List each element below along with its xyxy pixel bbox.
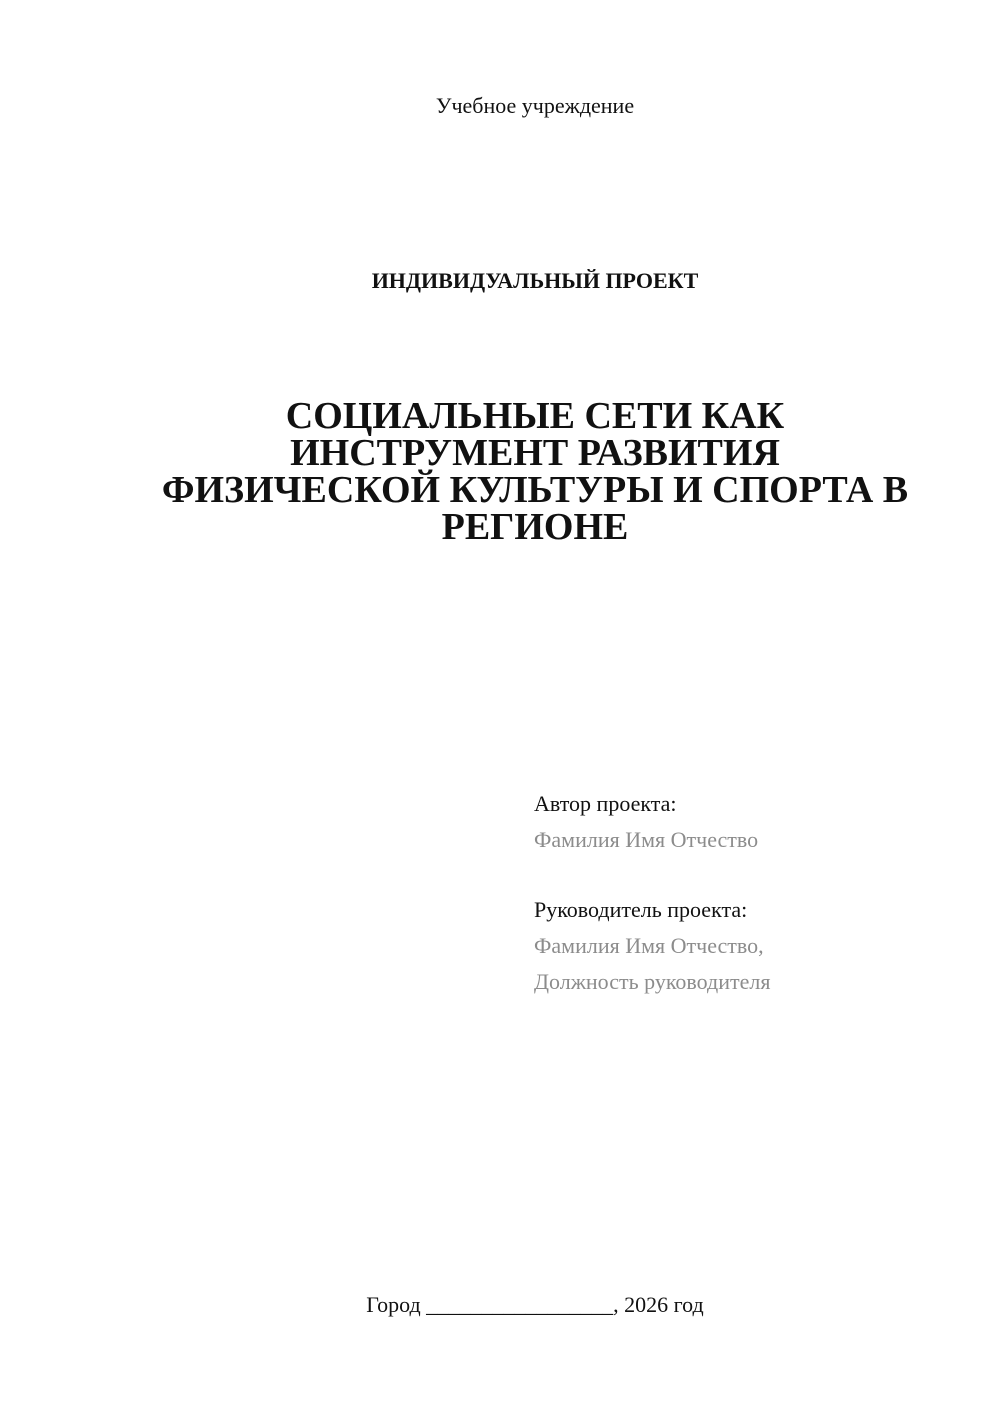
supervisor-label: Руководитель проекта:	[534, 897, 748, 922]
title-line: ФИЗИЧЕСКОЙ КУЛЬТУРЫ И СПОРТА В	[161, 469, 909, 511]
city-year-line: Город _________________, 2026 год	[366, 1292, 704, 1317]
project-title	[0, 395, 1000, 548]
author-label: Автор проекта:	[534, 791, 677, 816]
title-line: СОЦИАЛЬНЫЕ СЕТИ КАК	[285, 395, 785, 437]
institution-name: Учебное учреждение	[435, 93, 635, 118]
author-name: Фамилия Имя Отчество	[534, 827, 759, 852]
title-line: ИНСТРУМЕНТ РАЗВИТИЯ	[290, 432, 780, 474]
supervisor-block	[534, 892, 770, 1000]
supervisor-name: Фамилия Имя Отчество,	[534, 933, 764, 958]
author-block	[534, 786, 758, 858]
supervisor-position: Должность руководителя	[534, 969, 771, 994]
title-line: РЕГИОНЕ	[441, 506, 629, 548]
document-type: ИНДИВИДУАЛЬНЫЙ ПРОЕКТ	[371, 268, 699, 293]
